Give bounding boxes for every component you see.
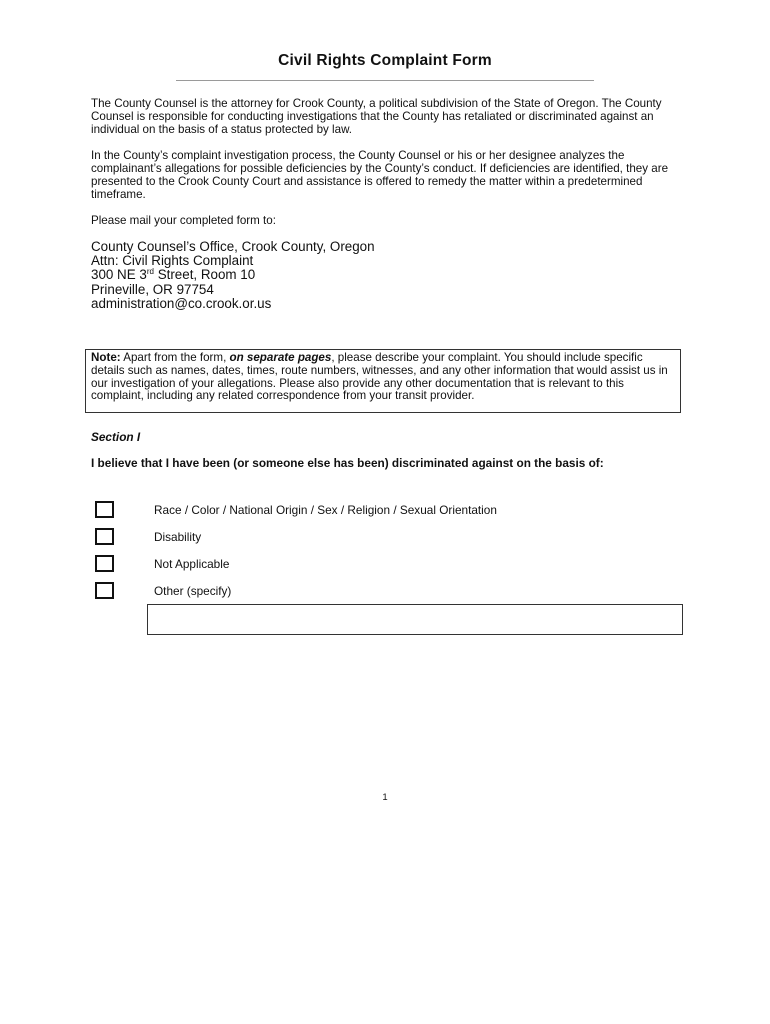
- checkbox-other[interactable]: [95, 582, 114, 599]
- option-race-etc: [95, 501, 695, 521]
- option-label: Disability: [154, 530, 202, 544]
- note-box: [85, 349, 681, 413]
- other-specify-field[interactable]: [147, 604, 683, 635]
- mailing-address: [91, 240, 375, 311]
- note-text-after: , please describe your complaint. You should include specific details such as names, dates, times, route numbers, witnesses, and any other information that would assist us in our investigation of your allegations. Please also provide any other documentation that is relevant to this complaint, including any related correspondence from your transit provider.: [91, 351, 668, 403]
- address-line-attn: Attn: Civil Rights Complaint: [91, 253, 254, 269]
- page-number: 1: [382, 792, 388, 803]
- section-heading: Section I: [91, 430, 141, 444]
- note-emphasis: on separate pages: [229, 351, 332, 364]
- option-label: Not Applicable: [154, 557, 230, 571]
- checkbox-race-etc[interactable]: [95, 501, 114, 518]
- mail-instruction: Please mail your completed form to:: [91, 214, 276, 227]
- option-disability: [95, 528, 695, 548]
- option-label: Other (specify): [154, 584, 232, 598]
- title-divider: [176, 80, 594, 81]
- street-name: Street, Room 10: [153, 267, 256, 283]
- checkbox-disability[interactable]: [95, 528, 114, 545]
- address-line-city: Prineville, OR 97754: [91, 281, 214, 297]
- discrimination-question: I believe that I have been (or someone else has been) discriminated against on the basis of:: [91, 456, 604, 470]
- address-email: administration@co.crook.or.us: [91, 295, 272, 311]
- intro-paragraph-1: The County Counsel is the attorney for Crook County, a political subdivision of the State of Oregon. The County Counsel is responsible for conducting investigations that the County has retaliated or discriminated against an individual on the basis of a status protected by law.: [91, 97, 662, 136]
- ordinal-suffix: rd: [146, 267, 154, 277]
- address-line-street: [91, 268, 375, 282]
- note-text-before: Apart from the form,: [120, 351, 230, 364]
- checkbox-not-applicable[interactable]: [95, 555, 114, 572]
- note-label: Note:: [91, 351, 121, 364]
- intro-paragraph-2: In the County’s complaint investigation process, the County Counsel or his or her designee analyzes the complainant’s allegations for possible deficiencies by the County’s conduct. If deficiencies are identified, they are presented to the Crook County Court and assistance is offered to remedy the matter within a predetermined timeframe.: [91, 149, 669, 201]
- option-other: [95, 582, 695, 602]
- option-not-applicable: [95, 555, 695, 575]
- address-line-office: County Counsel’s Office, Crook County, Oregon: [91, 239, 375, 254]
- option-label: Race / Color / National Origin / Sex / Religion / Sexual Orientation: [154, 503, 497, 517]
- form-title: Civil Rights Complaint Form: [278, 52, 492, 69]
- street-number: 300 NE 3: [91, 267, 147, 283]
